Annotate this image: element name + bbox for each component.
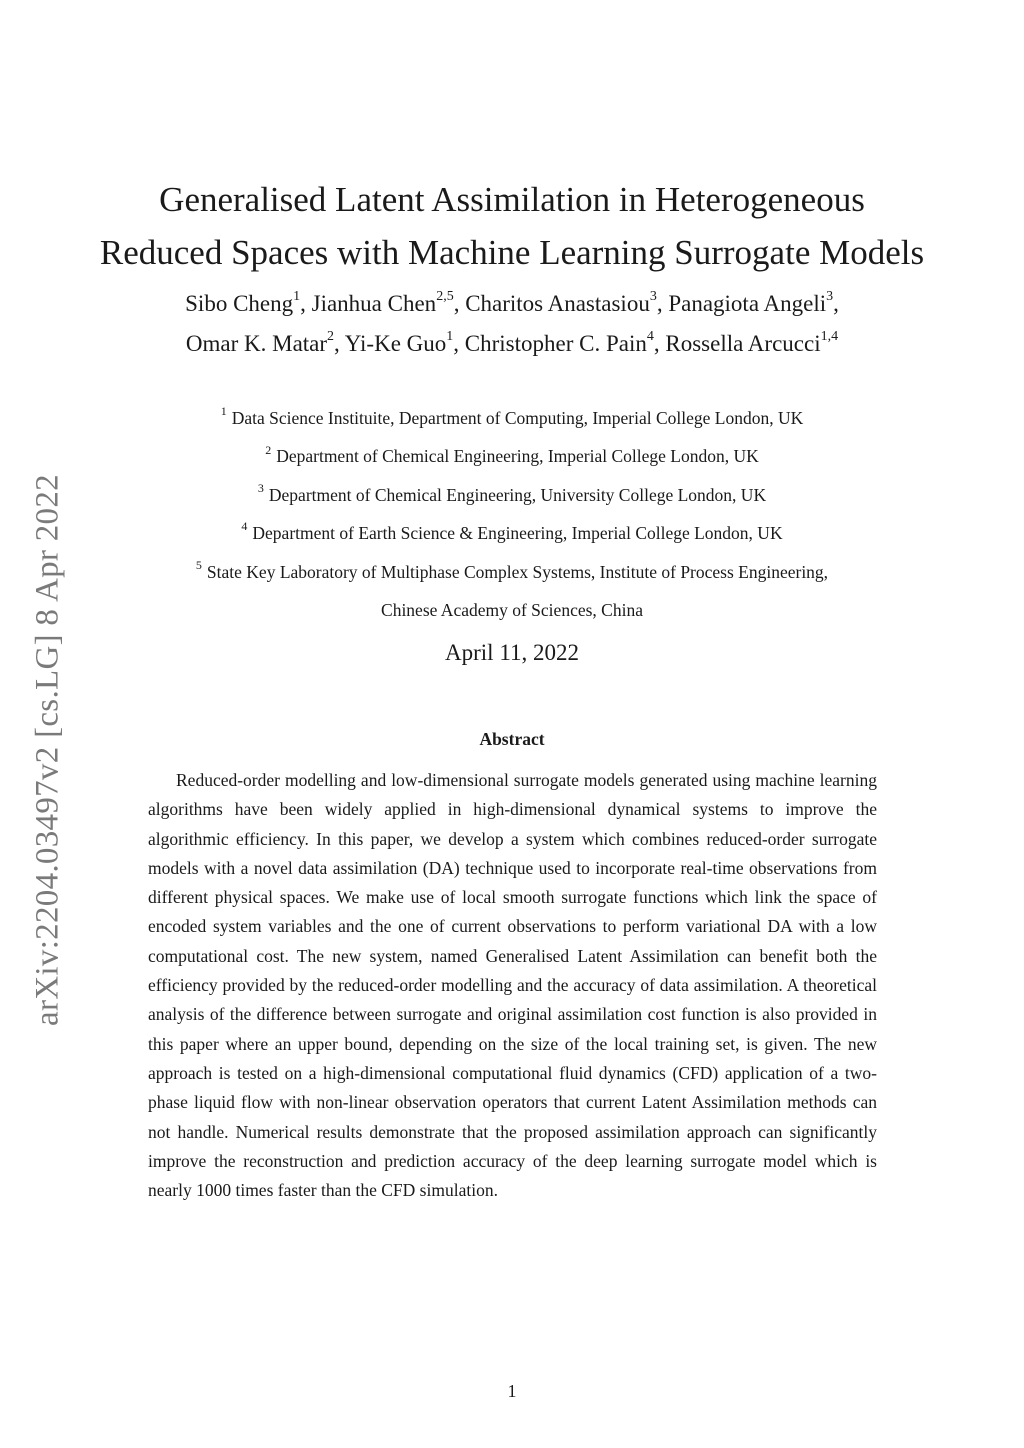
paper-title-line-1: Generalised Latent Assimilation in Heterogeneous: [159, 180, 865, 220]
author: [312, 291, 466, 316]
author-separator: ,: [453, 291, 466, 316]
author: [665, 331, 838, 356]
affiliation-list: [60, 399, 964, 629]
author-affiliation-mark: 3: [649, 289, 657, 305]
author: [465, 331, 666, 356]
affiliation-text: Department of Chemical Engineering, University College London, UK: [268, 484, 767, 505]
author-name: Yi-Ke Guo: [344, 331, 447, 356]
author-list: [60, 284, 964, 364]
author-affiliation-mark: 3: [826, 289, 834, 305]
affiliation-mark: 1: [220, 404, 227, 419]
author-affiliation-mark: 4: [646, 329, 654, 345]
author-separator: ,: [656, 291, 669, 316]
author-separator: ,: [300, 291, 312, 316]
abstract-body: Reduced-order modelling and low-dimensional surrogate models generated using machine learning algorithms have been widely applied in high-dimensional dynamical systems to improve the algorithmic efficiency. In this paper, we develop a system which combines reduced-order surrogate models with a novel data assimilation (DA) technique used to incorporate real-time observations from different physical spaces. We make use of local smooth surrogate functions which link the space of encoded system variables and the one of current observations to perform variational DA with a low computational cost. The new system, named Generalised Latent Assimilation can benefit both the efficiency provided by the reduced-order modelling and the accuracy of data assimilation. A theoretical analysis of the difference between surrogate and original assimilation cost function is also provided in this paper where an upper bound, depending on the size of the local training set, is given. The new approach is tested on a high-dimensional computational fluid dynamics (CFD) application of a two-phase liquid flow with non-linear observation operators that current Latent Assimilation methods can not handle. Numerical results demonstrate that the proposed assimilation approach can significantly improve the reconstruction and prediction accuracy of the deep learning surrogate model which is nearly 1000 times faster than the CFD simulation.: [148, 770, 877, 1201]
author-separator: ,: [453, 331, 465, 356]
author-separator: ,: [833, 291, 839, 316]
author-name: Rossella Arcucci: [665, 331, 821, 356]
affiliation-text: Data Science Instituite, Department of Computing, Imperial College London, UK: [231, 408, 804, 428]
affiliation: [60, 437, 964, 475]
affiliation: [60, 553, 964, 591]
author-separator: ,: [653, 331, 666, 356]
author: [186, 331, 345, 356]
author-affiliation-mark: 1,4: [820, 329, 839, 345]
affiliation-mark: 2: [265, 442, 272, 457]
author: [185, 291, 311, 316]
affiliation-text: Department of Earth Science & Engineering, Imperial College London, UK: [252, 523, 783, 544]
affiliation-text: State Key Laboratory of Multiphase Complex Systems, Institute of Process Engineering,: [206, 561, 829, 582]
author: [465, 291, 668, 316]
arxiv-identifier-stamp: arXiv:2204.03497v2 [cs.LG] 8 Apr 2022: [29, 474, 66, 1026]
abstract-heading: Abstract: [479, 729, 545, 749]
author-name: Sibo Cheng: [185, 291, 294, 316]
author-name: Charitos Anastasiou: [465, 291, 650, 316]
author-name: Christopher C. Pain: [464, 331, 647, 356]
author: [345, 331, 465, 356]
author-name: Omar K. Matar: [185, 331, 328, 356]
affiliation: [60, 514, 964, 552]
affiliation: [60, 476, 964, 514]
affiliation: [60, 399, 964, 437]
author-affiliation-mark: 2: [327, 329, 335, 345]
author-separator: ,: [334, 331, 345, 356]
page-number: 1: [507, 1381, 517, 1401]
affiliation-text: Department of Chemical Engineering, Imperial College London, UK: [276, 446, 759, 467]
paper-title-line-2: Reduced Spaces with Machine Learning Surrogate Models: [99, 233, 925, 273]
affiliation-text: Chinese Academy of Sciences, China: [381, 600, 643, 621]
affiliation-mark: 4: [241, 519, 248, 534]
author-name: Panagiota Angeli: [668, 291, 827, 316]
publication-date: April 11, 2022: [445, 640, 579, 665]
affiliation-continuation: [60, 591, 964, 629]
author-affiliation-mark: 1: [293, 289, 301, 305]
author-affiliation-mark: 2,5: [436, 289, 454, 305]
affiliation-mark: 5: [195, 557, 202, 572]
author: [668, 291, 839, 316]
author-affiliation-mark: 1: [446, 329, 454, 345]
author-name: Jianhua Chen: [311, 291, 437, 316]
affiliation-mark: 3: [257, 480, 264, 495]
paper-title: [60, 173, 964, 279]
